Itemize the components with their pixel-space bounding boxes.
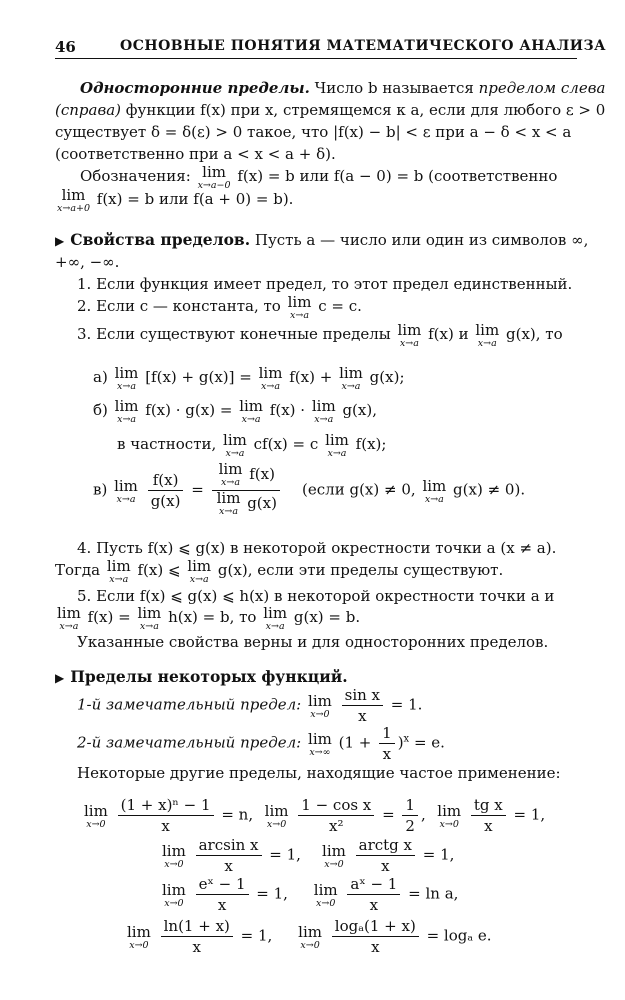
- text: g(x) = b.: [293, 608, 361, 626]
- lim-operator: lim x→a: [258, 364, 283, 392]
- text: g(x) ≠ 0).: [453, 480, 526, 499]
- label: б): [93, 401, 108, 419]
- limits-row-3: [160, 875, 458, 914]
- text: cf(x) = c: [253, 435, 319, 453]
- lim-operator: lim x→a: [475, 321, 500, 349]
- notation-line-2: [55, 186, 294, 215]
- text: g(x);: [369, 368, 405, 386]
- text: Пусть a — число или один из символов ∞,: [250, 231, 589, 249]
- limits-row-4: [125, 917, 492, 956]
- text: = ln a,: [408, 884, 459, 903]
- text: f(x) · g(x) =: [145, 401, 233, 419]
- text: [f(x) + g(x)] =: [145, 368, 252, 386]
- lim-operator: lim x→a: [114, 364, 139, 392]
- properties-heading: Свойства пределов.: [70, 230, 251, 249]
- text: (1 +: [338, 733, 372, 752]
- property-5-line-1: 5. Если f(x) ⩽ g(x) ⩽ h(x) в некоторой окрестности точки a и: [77, 587, 555, 605]
- fraction: $\frac{f(x)}{g(x)}$: [148, 471, 184, 510]
- label: а): [93, 368, 108, 386]
- fraction: $\frac{\text{arcsin x}}{x}$: [196, 836, 262, 875]
- lim-operator: lim x→0: [308, 691, 332, 720]
- text: =: [191, 480, 204, 499]
- lim-operator: lim x→a: [114, 476, 138, 505]
- text: = n,: [221, 805, 254, 824]
- text: f(x) +: [289, 368, 333, 386]
- lim-operator: lim x→0: [437, 801, 462, 830]
- fraction: $\frac{1}{x}$: [379, 724, 395, 763]
- lim-operator: lim x→a: [106, 557, 131, 585]
- text: ): [397, 733, 404, 752]
- text: g(x), то: [505, 325, 563, 343]
- lim-operator: lim x→a: [422, 476, 447, 505]
- lim-operator: lim x→a: [223, 431, 247, 459]
- text: g(x), если эти пределы существуют.: [217, 561, 504, 579]
- limits-heading: Пределы некоторых функций.: [70, 667, 348, 686]
- property-1: 1. Если функция имеет предел, то этот предел единственный.: [77, 275, 573, 293]
- fraction: $\frac{\text{arctg x}}{x}$: [356, 836, 415, 875]
- triangle-marker-icon: ▶: [55, 671, 65, 685]
- lim-operator: lim x→0: [127, 922, 151, 951]
- limits-row-1: [82, 796, 545, 835]
- text: f(x) и: [428, 325, 469, 343]
- lim-operator: lim x→a: [187, 557, 212, 585]
- fraction: $\frac{\text{logₐ(1 + x)}}{x}$: [332, 917, 419, 956]
- text: в частности,: [117, 435, 217, 453]
- text: = 1,: [256, 884, 288, 903]
- limits-row-2: [160, 836, 454, 875]
- label: в): [93, 480, 108, 499]
- label: 2-й замечательный предел:: [77, 733, 302, 752]
- property-3: [77, 321, 563, 350]
- lim-operator: lim x→0: [84, 801, 108, 830]
- lim-operator: lim x→a: [325, 431, 349, 459]
- text: f(x) = b или f(a + 0) = b).: [96, 190, 294, 208]
- one-sided-line-2: [55, 100, 605, 120]
- one-sided-line-4: (соответственно при a < x < a + δ).: [55, 145, 336, 163]
- text: 3. Если существуют конечные пределы: [77, 325, 391, 343]
- properties-line-1: [55, 230, 588, 251]
- lim-operator: lim x→a: [311, 397, 336, 425]
- fraction: $\frac{\text{sin x}}{x}$: [342, 686, 383, 725]
- one-sided-line-3: существует δ = δ(ε) > 0 такое, что |f(x) − b| < ε при a − δ < x < a: [55, 123, 572, 141]
- triangle-marker-icon: ▶: [55, 234, 65, 248]
- term: пределом слева: [478, 79, 606, 97]
- property-remark: Указанные свойства верны и для односторонних пределов.: [77, 633, 549, 651]
- text: h(x) = b, то: [168, 608, 257, 626]
- text: функции f(x) при x, стремящемся к a, если для любого ε > 0: [120, 101, 606, 119]
- text: f(x) ⩽: [137, 561, 181, 579]
- limits-heading-line: [55, 667, 348, 688]
- text: = 1.: [390, 695, 423, 714]
- lim-operator: lim x→∞: [308, 729, 332, 758]
- property-2: [77, 293, 362, 322]
- text: = 1,: [240, 926, 273, 945]
- lim-operator: lim x→0: [298, 922, 322, 951]
- formula-v: [93, 460, 526, 518]
- text: f(x);: [355, 435, 387, 453]
- fraction-of-limits: lim x→a f(x) lim x→a g(x): [212, 463, 280, 518]
- lim-operator: lim x→a: [287, 293, 312, 321]
- text: =: [382, 805, 395, 824]
- one-sided-line-1: [80, 78, 605, 98]
- lim-operator: lim x→a: [137, 604, 162, 632]
- fraction: $\frac{\text{1 − cos x}}{\text{x²}}$: [298, 796, 374, 835]
- fraction: $\frac{1}{2}$: [402, 796, 418, 835]
- lim-operator: lim x→0: [322, 841, 346, 870]
- fraction: $\frac{\text{tg x}}{x}$: [471, 796, 506, 835]
- lim-operator: lim x→0: [162, 880, 186, 909]
- lim-operator: lim x→a+0: [57, 186, 90, 214]
- lim-operator: lim x→a: [397, 321, 422, 349]
- lim-operator: lim x→a: [239, 397, 264, 425]
- text: Число b называется: [309, 79, 479, 97]
- text: = e.: [413, 733, 445, 752]
- lim-operator: lim x→0: [264, 801, 289, 830]
- header-rule: [55, 58, 577, 59]
- running-title: ОСНОВНЫЕ ПОНЯТИЯ МАТЕМАТИЧЕСКОГО АНАЛИЗА: [120, 38, 606, 54]
- text: 2. Если c — константа, то: [77, 297, 281, 315]
- property-5-line-2: [55, 604, 361, 633]
- fraction: $\frac{\ln(1 + x)}{x}$: [161, 917, 233, 956]
- text: f(x) = b или f(a − 0) = b (соответственно: [237, 167, 558, 185]
- properties-line-2: +∞, −∞.: [55, 253, 120, 271]
- text: f(x) ·: [269, 401, 306, 419]
- formula-b: [93, 397, 377, 426]
- one-sided-heading: Односторонние пределы.: [80, 79, 310, 97]
- text: c = c.: [318, 297, 362, 315]
- text: (если g(x) ≠ 0,: [302, 480, 416, 499]
- formula-b-particular: [117, 431, 387, 460]
- text: Обозначения:: [80, 167, 191, 185]
- lim-operator: lim x→a: [114, 397, 139, 425]
- label: 1-й замечательный предел:: [77, 695, 302, 714]
- lim-operator: lim x→a: [57, 604, 81, 632]
- text: f(x) =: [87, 608, 131, 626]
- text: ,: [420, 805, 426, 824]
- formula-a: [93, 364, 405, 393]
- second-remarkable-limit: [77, 724, 445, 763]
- lim-operator: lim x→a−0: [197, 163, 231, 191]
- lim-operator: lim x→a: [339, 364, 363, 392]
- term: (справа): [55, 101, 121, 119]
- fraction: $\frac{\text{aˣ − 1}}{x}$: [347, 875, 400, 914]
- property-4-line-2: [55, 557, 504, 586]
- other-limits-intro: Некоторые другие пределы, находящие частое применение:: [77, 764, 561, 782]
- fraction: $\frac{\text{(1 + x)ⁿ − 1}}{x}$: [118, 796, 214, 835]
- text: = logₐ e.: [426, 926, 492, 945]
- fraction: $\frac{\text{eˣ − 1}}{x}$: [196, 875, 249, 914]
- lim-operator: lim x→0: [162, 841, 186, 870]
- text: Тогда: [55, 561, 101, 579]
- first-remarkable-limit: [77, 686, 422, 725]
- exponent: x: [403, 733, 410, 745]
- property-4-line-1: 4. Пусть f(x) ⩽ g(x) в некоторой окрестности точки a (x ≠ a).: [77, 539, 557, 557]
- text: = 1,: [513, 805, 546, 824]
- lim-operator: lim x→0: [313, 880, 338, 909]
- lim-operator: lim x→a: [263, 604, 288, 632]
- page-number: 46: [55, 38, 76, 56]
- text: = 1,: [269, 845, 301, 864]
- text: = 1,: [422, 845, 455, 864]
- text: g(x),: [342, 401, 377, 419]
